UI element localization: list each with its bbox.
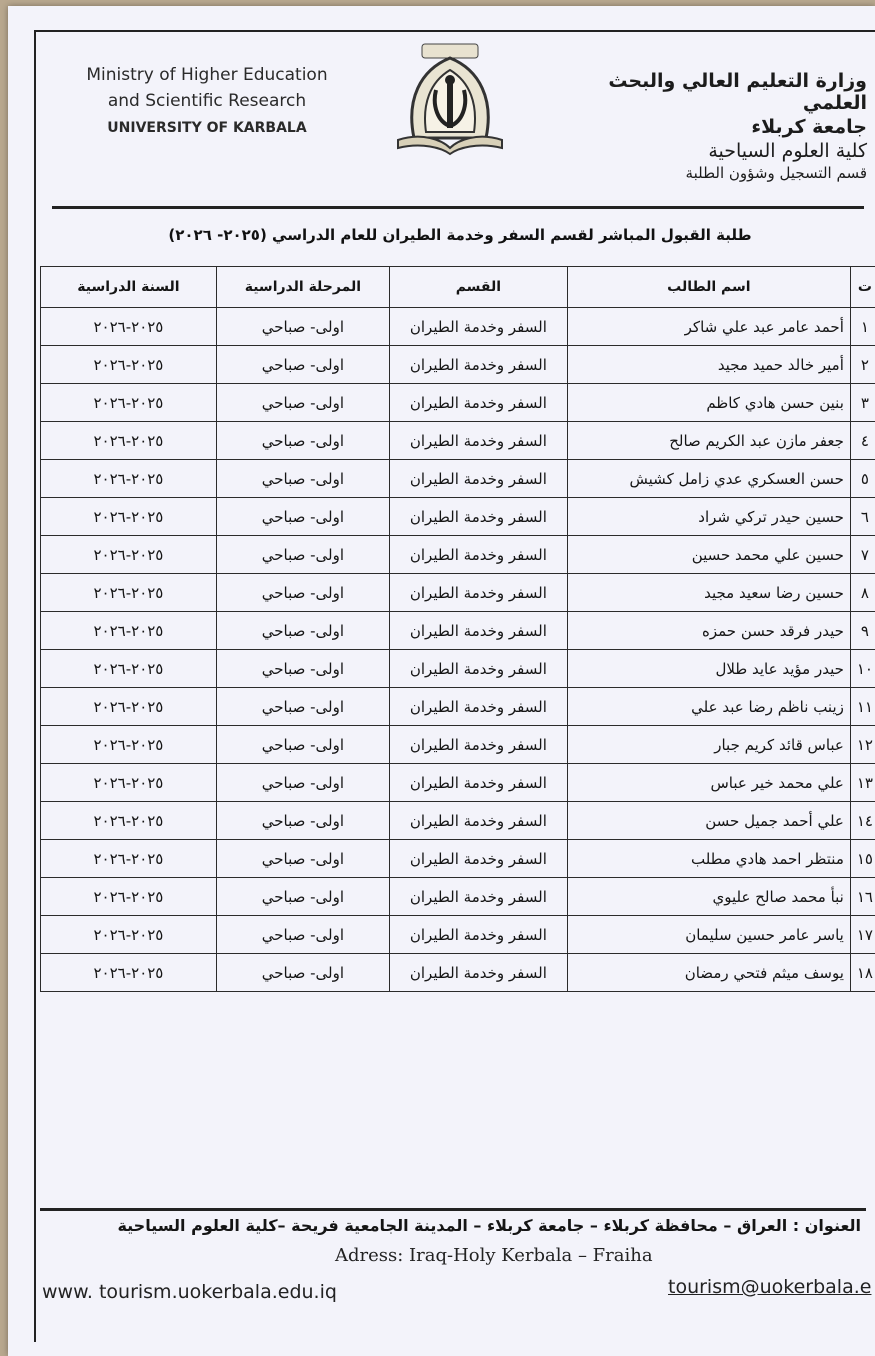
table-row bbox=[41, 346, 875, 384]
cell-name: علي أحمد جميل حسن bbox=[567, 802, 850, 840]
department-name-ar: قسم التسجيل وشؤون الطلبة bbox=[685, 164, 867, 182]
cell-name: بنين حسن هادي كاظم bbox=[567, 384, 850, 422]
cell-year: ٢٠٢٥-٢٠٢٦ bbox=[41, 650, 217, 688]
cell-num: ١٥ bbox=[850, 840, 875, 878]
cell-year: ٢٠٢٥-٢٠٢٦ bbox=[41, 954, 217, 992]
cell-num: ٩ bbox=[850, 612, 875, 650]
cell-name: منتظر احمد هادي مطلب bbox=[567, 840, 850, 878]
address-arabic: العنوان : العراق – محافظة كربلاء – جامعة كربلاء – المدينة الجامعية فريحة –كلية العلوم السياحية bbox=[117, 1216, 861, 1235]
cell-stage: اولى- صباحي bbox=[216, 612, 389, 650]
table-row bbox=[41, 422, 875, 460]
cell-year: ٢٠٢٥-٢٠٢٦ bbox=[41, 384, 217, 422]
cell-dept: السفر وخدمة الطيران bbox=[389, 536, 567, 574]
cell-year: ٢٠٢٥-٢٠٢٦ bbox=[41, 688, 217, 726]
table-row bbox=[41, 916, 875, 954]
cell-num: ٢ bbox=[850, 346, 875, 384]
cell-year: ٢٠٢٥-٢٠٢٦ bbox=[41, 878, 217, 916]
cell-name: حيدر مؤيد عايد طلال bbox=[567, 650, 850, 688]
cell-name: نبأ محمد صالح عليوي bbox=[567, 878, 850, 916]
cell-dept: السفر وخدمة الطيران bbox=[389, 650, 567, 688]
header-dept: القسم bbox=[389, 267, 567, 308]
cell-name: حسين رضا سعيد مجيد bbox=[567, 574, 850, 612]
students-table bbox=[40, 266, 875, 992]
cell-dept: السفر وخدمة الطيران bbox=[389, 574, 567, 612]
cell-stage: اولى- صباحي bbox=[216, 460, 389, 498]
cell-year: ٢٠٢٥-٢٠٢٦ bbox=[41, 726, 217, 764]
cell-dept: السفر وخدمة الطيران bbox=[389, 498, 567, 536]
table-row bbox=[41, 612, 875, 650]
table-row bbox=[41, 650, 875, 688]
cell-dept: السفر وخدمة الطيران bbox=[389, 308, 567, 346]
cell-stage: اولى- صباحي bbox=[216, 650, 389, 688]
cell-name: حسين حيدر تركي شراد bbox=[567, 498, 850, 536]
cell-name: عباس قائد كريم جبار bbox=[567, 726, 850, 764]
cell-num: ١٠ bbox=[850, 650, 875, 688]
cell-year: ٢٠٢٥-٢٠٢٦ bbox=[41, 612, 217, 650]
table-row bbox=[41, 878, 875, 916]
ministry-name-ar: وزارة التعليم العالي والبحث العلمي bbox=[608, 70, 867, 114]
cell-year: ٢٠٢٥-٢٠٢٦ bbox=[41, 574, 217, 612]
table-header-row bbox=[41, 267, 875, 308]
cell-stage: اولى- صباحي bbox=[216, 498, 389, 536]
cell-dept: السفر وخدمة الطيران bbox=[389, 840, 567, 878]
cell-stage: اولى- صباحي bbox=[216, 574, 389, 612]
cell-year: ٢٠٢٥-٢٠٢٦ bbox=[41, 802, 217, 840]
cell-year: ٢٠٢٥-٢٠٢٦ bbox=[41, 916, 217, 954]
cell-year: ٢٠٢٥-٢٠٢٦ bbox=[41, 308, 217, 346]
header-stage: المرحلة الدراسية bbox=[216, 267, 389, 308]
cell-stage: اولى- صباحي bbox=[216, 422, 389, 460]
cell-num: ٧ bbox=[850, 536, 875, 574]
cell-dept: السفر وخدمة الطيران bbox=[389, 612, 567, 650]
cell-name: يوسف ميثم فتحي رمضان bbox=[567, 954, 850, 992]
college-name-ar: كلية العلوم السياحية bbox=[708, 140, 867, 162]
cell-stage: اولى- صباحي bbox=[216, 308, 389, 346]
cell-stage: اولى- صباحي bbox=[216, 536, 389, 574]
cell-stage: اولى- صباحي bbox=[216, 764, 389, 802]
cell-name: ياسر عامر حسين سليمان bbox=[567, 916, 850, 954]
cell-num: ٤ bbox=[850, 422, 875, 460]
university-name-ar: جامعة كربلاء bbox=[751, 116, 867, 138]
cell-stage: اولى- صباحي bbox=[216, 840, 389, 878]
cell-dept: السفر وخدمة الطيران bbox=[389, 346, 567, 384]
cell-year: ٢٠٢٥-٢٠٢٦ bbox=[41, 460, 217, 498]
cell-year: ٢٠٢٥-٢٠٢٦ bbox=[41, 536, 217, 574]
email-link[interactable]: tourism@uokerbala.e bbox=[668, 1276, 872, 1298]
website-link[interactable]: www. tourism.uokerbala.edu.iq bbox=[42, 1281, 337, 1303]
table-row bbox=[41, 536, 875, 574]
table-row bbox=[41, 840, 875, 878]
ministry-name-en: Ministry of Higher Education bbox=[86, 65, 328, 85]
cell-num: ١٤ bbox=[850, 802, 875, 840]
cell-stage: اولى- صباحي bbox=[216, 954, 389, 992]
cell-dept: السفر وخدمة الطيران bbox=[389, 916, 567, 954]
address-english: Adress: Iraq-Holy Kerbala – Fraiha bbox=[335, 1245, 653, 1266]
cell-num: ٣ bbox=[850, 384, 875, 422]
table-row bbox=[41, 460, 875, 498]
header-num: ت bbox=[850, 267, 875, 308]
cell-num: ١٦ bbox=[850, 878, 875, 916]
cell-stage: اولى- صباحي bbox=[216, 688, 389, 726]
cell-num: ١٨ bbox=[850, 954, 875, 992]
cell-num: ٦ bbox=[850, 498, 875, 536]
cell-year: ٢٠٢٥-٢٠٢٦ bbox=[41, 422, 217, 460]
table-row bbox=[41, 688, 875, 726]
cell-stage: اولى- صباحي bbox=[216, 916, 389, 954]
cell-dept: السفر وخدمة الطيران bbox=[389, 954, 567, 992]
table-row bbox=[41, 802, 875, 840]
cell-stage: اولى- صباحي bbox=[216, 878, 389, 916]
university-name-en: UNIVERSITY OF KARBALA bbox=[107, 120, 307, 136]
header-year: السنة الدراسية bbox=[41, 267, 217, 308]
english-header bbox=[72, 62, 342, 136]
cell-num: ٥ bbox=[850, 460, 875, 498]
cell-num: ١٧ bbox=[850, 916, 875, 954]
cell-stage: اولى- صباحي bbox=[216, 346, 389, 384]
table-row bbox=[41, 726, 875, 764]
cell-year: ٢٠٢٥-٢٠٢٦ bbox=[41, 840, 217, 878]
cell-dept: السفر وخدمة الطيران bbox=[389, 422, 567, 460]
cell-name: علي محمد خير عباس bbox=[567, 764, 850, 802]
cell-dept: السفر وخدمة الطيران bbox=[389, 384, 567, 422]
cell-name: أحمد عامر عبد علي شاكر bbox=[567, 308, 850, 346]
document-title: طلبة القبول المباشر لقسم السفر وخدمة الطيران للعام الدراسي (٢٠٢٥- ٢٠٢٦) bbox=[168, 226, 752, 244]
table-row bbox=[41, 498, 875, 536]
table-row bbox=[41, 308, 875, 346]
arabic-header bbox=[567, 70, 867, 182]
cell-name: أمير خالد حميد مجيد bbox=[567, 346, 850, 384]
cell-dept: السفر وخدمة الطيران bbox=[389, 878, 567, 916]
cell-name: حسين علي محمد حسين bbox=[567, 536, 850, 574]
cell-stage: اولى- صباحي bbox=[216, 802, 389, 840]
footer-divider bbox=[40, 1208, 866, 1211]
table-row bbox=[41, 574, 875, 612]
cell-num: ١١ bbox=[850, 688, 875, 726]
college-logo bbox=[392, 40, 508, 158]
cell-num: ١٢ bbox=[850, 726, 875, 764]
cell-dept: السفر وخدمة الطيران bbox=[389, 726, 567, 764]
table-row bbox=[41, 764, 875, 802]
cell-stage: اولى- صباحي bbox=[216, 384, 389, 422]
cell-year: ٢٠٢٥-٢٠٢٦ bbox=[41, 346, 217, 384]
cell-dept: السفر وخدمة الطيران bbox=[389, 764, 567, 802]
cell-name: جعفر مازن عبد الكريم صالح bbox=[567, 422, 850, 460]
cell-num: ١ bbox=[850, 308, 875, 346]
cell-dept: السفر وخدمة الطيران bbox=[389, 460, 567, 498]
cell-dept: السفر وخدمة الطيران bbox=[389, 688, 567, 726]
table-row bbox=[41, 384, 875, 422]
cell-year: ٢٠٢٥-٢٠٢٦ bbox=[41, 764, 217, 802]
cell-name: حيدر فرقد حسن حمزه bbox=[567, 612, 850, 650]
ministry-name-en-2: and Scientific Research bbox=[107, 91, 307, 111]
table-row bbox=[41, 954, 875, 992]
cell-name: حسن العسكري عدي زامل كشيش bbox=[567, 460, 850, 498]
cell-stage: اولى- صباحي bbox=[216, 726, 389, 764]
cell-year: ٢٠٢٥-٢٠٢٦ bbox=[41, 498, 217, 536]
cell-num: ٨ bbox=[850, 574, 875, 612]
header-divider bbox=[52, 206, 864, 209]
header-name: اسم الطالب bbox=[567, 267, 850, 308]
cell-name: زينب ناظم رضا عبد علي bbox=[567, 688, 850, 726]
cell-dept: السفر وخدمة الطيران bbox=[389, 802, 567, 840]
cell-num: ١٣ bbox=[850, 764, 875, 802]
